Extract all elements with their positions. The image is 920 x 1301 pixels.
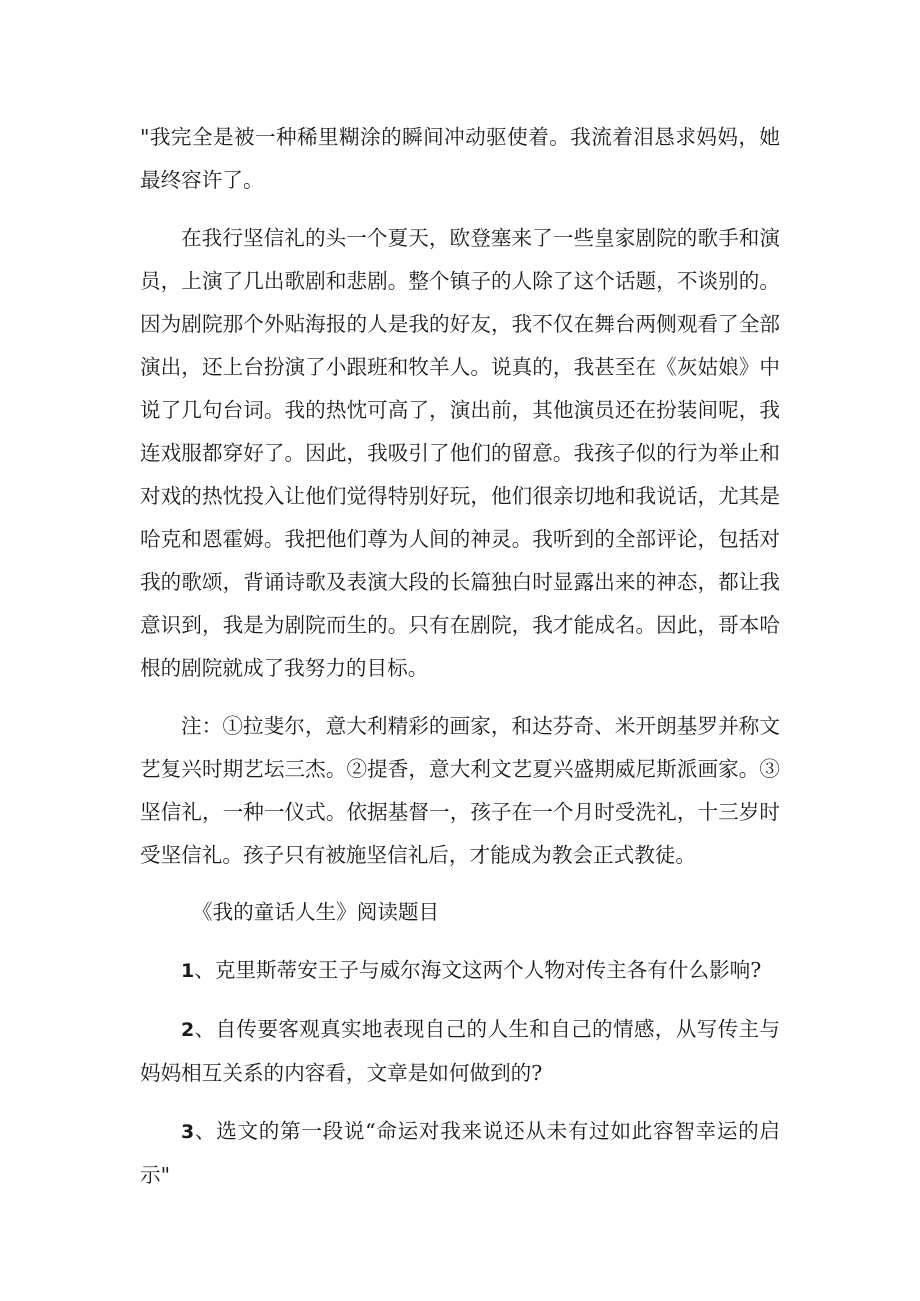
paragraph-theatre: 在我行坚信礼的头一个夏天，欧登塞来了一些皇家剧院的歌手和演员，上演了几出歌剧和悲剧。整个镇子的人除了这个话题，不谈别的。因为剧院那个外贴海报的人是我的好友，我不仅在舞台两侧观看了全部演出，还上台扮演了小跟班和牧羊人。说真的，我甚至在《灰姑娘》中说了几句台词。我的热忱可高了，演出前，其他演员还在扮装间呢，我连戏服都穿好了。因此，我吸引了他们的留意。我孩子似的行为举止和对戏的热忱投入让他们觉得特别好玩，他们很亲切地和我说话，尤其是哈克和恩霍姆。我把他们尊为人间的神灵。我听到的全部评论，包括对我的歌颂，背诵诗歌及表演大段的长篇独白时显露出来的神态，都让我意识到，我是为剧院而生的。只有在剧院，我才能成名。因此，哥本哈根的剧院就成了我努力的目标。 [140,226,780,680]
paragraph-notes: 注：①拉斐尔，意大利精彩的画家，和达芬奇、米开朗基罗并称文艺复兴时期艺坛三杰。②提香，意大利文艺夏兴盛期威尼斯派画家。③坚信礼，一种一仪式。依据基督一，孩子在一个月时受洗礼，十三岁时受坚信礼。孩子只有被施坚信礼后，才能成为教会正式教徒。 [140,714,780,867]
question-number: 2 [181,1019,195,1041]
question-item [140,1110,780,1197]
question-item [140,949,780,993]
question-text: 、选文的第一段说“命运对我来说还从未有过如此容智幸运的启示" [140,1119,780,1187]
question-text: 、自传要客观真实地表现自己的人生和自己的情感，从写传主与妈妈相互关系的内容看，文章是如何做到的? [140,1017,780,1085]
question-item [140,1008,780,1095]
section-title: 《我的童话人生》阅读题目 [192,900,440,924]
question-number: 1 [181,960,195,982]
document-body [140,116,780,1197]
question-number: 3 [181,1121,195,1143]
paragraph-opening: "我完全是被一种稀里糊涂的瞬间冲动驱使着。我流着泪恳求妈妈，她最终容许了。 [140,125,780,192]
question-text: 、克里斯蒂安王子与威尔海文这两个人物对传主各有什么影响? [194,958,762,982]
